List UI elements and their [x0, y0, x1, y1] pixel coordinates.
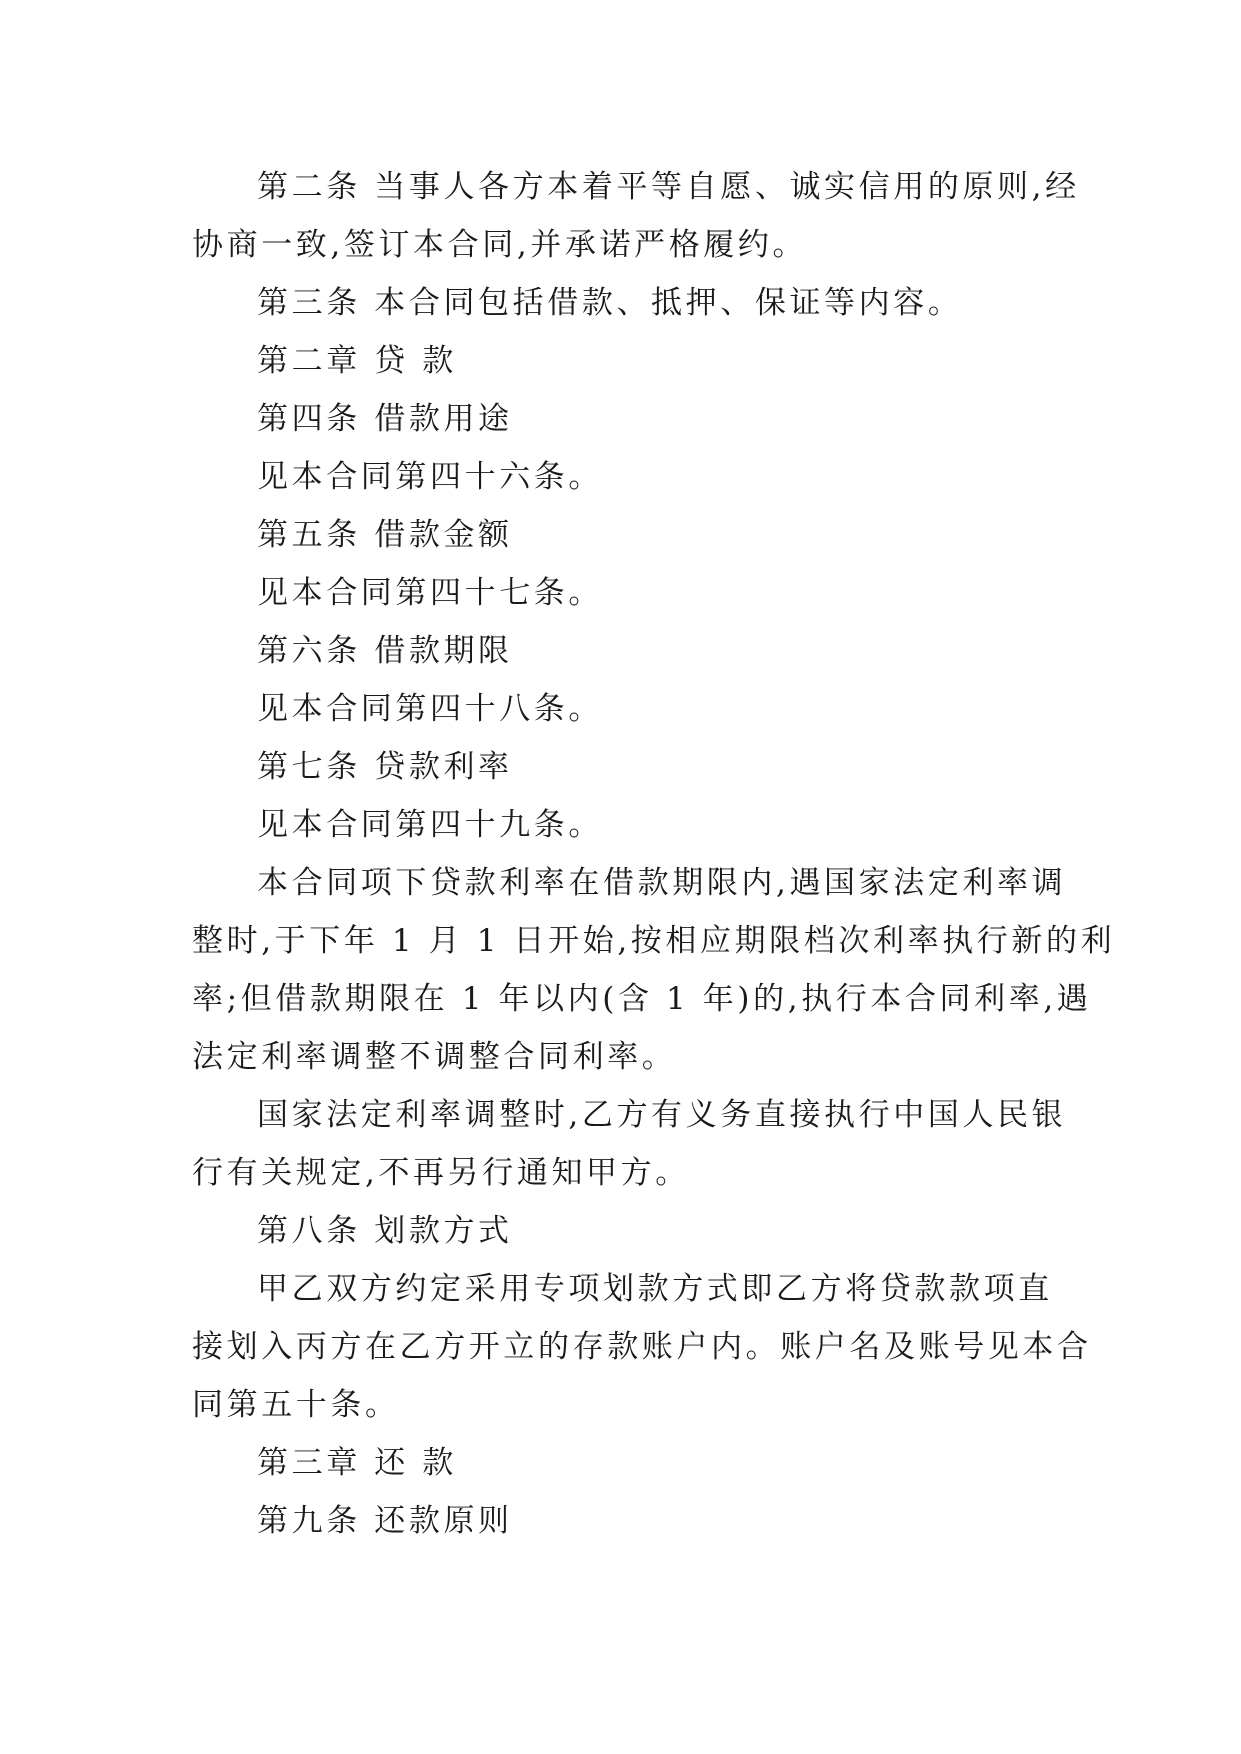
article-6-body: 见本合同第四十八条。 [257, 691, 603, 727]
chapter-3-heading: 第三章 还 款 [257, 1445, 457, 1481]
article-8-body-line-1: 甲乙双方约定采用专项划款方式即乙方将贷款款项直 [257, 1271, 1053, 1307]
notice-paragraph-line-1: 国家法定利率调整时,乙方有义务直接执行中国人民银 [257, 1097, 1067, 1133]
article-5-heading: 第五条 借款金额 [257, 517, 513, 553]
article-2-line-1: 第二条 当事人各方本着平等自愿、诚实信用的原则,经 [257, 169, 1080, 205]
rate-paragraph-line-4: 法定利率调整不调整合同利率。 [192, 1039, 677, 1075]
article-4-body: 见本合同第四十六条。 [257, 459, 603, 495]
article-8-body-line-2: 接划入丙方在乙方开立的存款账户内。账户名及账号见本合 [192, 1329, 1092, 1365]
rate-paragraph-line-1: 本合同项下贷款利率在借款期限内,遇国家法定利率调 [257, 865, 1067, 901]
document-body [192, 158, 1116, 1550]
article-5-body: 见本合同第四十七条。 [257, 575, 603, 611]
rate-paragraph-line-3: 率;但借款期限在 1 年以内(含 1 年)的,执行本合同利率,遇 [192, 981, 1092, 1017]
article-8-heading: 第八条 划款方式 [257, 1213, 513, 1249]
article-6-heading: 第六条 借款期限 [257, 633, 513, 669]
article-7-body: 见本合同第四十九条。 [257, 807, 603, 843]
article-8-body-line-3: 同第五十条。 [192, 1387, 400, 1423]
article-7-heading: 第七条 贷款利率 [257, 749, 513, 785]
article-9-heading: 第九条 还款原则 [257, 1503, 513, 1539]
article-4-heading: 第四条 借款用途 [257, 401, 513, 437]
article-3: 第三条 本合同包括借款、抵押、保证等内容。 [257, 285, 963, 321]
notice-paragraph-line-2: 行有关规定,不再另行通知甲方。 [192, 1155, 690, 1191]
article-2-line-2: 协商一致,签订本合同,并承诺严格履约。 [192, 227, 808, 263]
rate-paragraph-line-2: 整时,于下年 1 月 1 日开始,按相应期限档次利率执行新的利 [192, 923, 1116, 959]
chapter-2-heading: 第二章 贷 款 [257, 343, 457, 379]
